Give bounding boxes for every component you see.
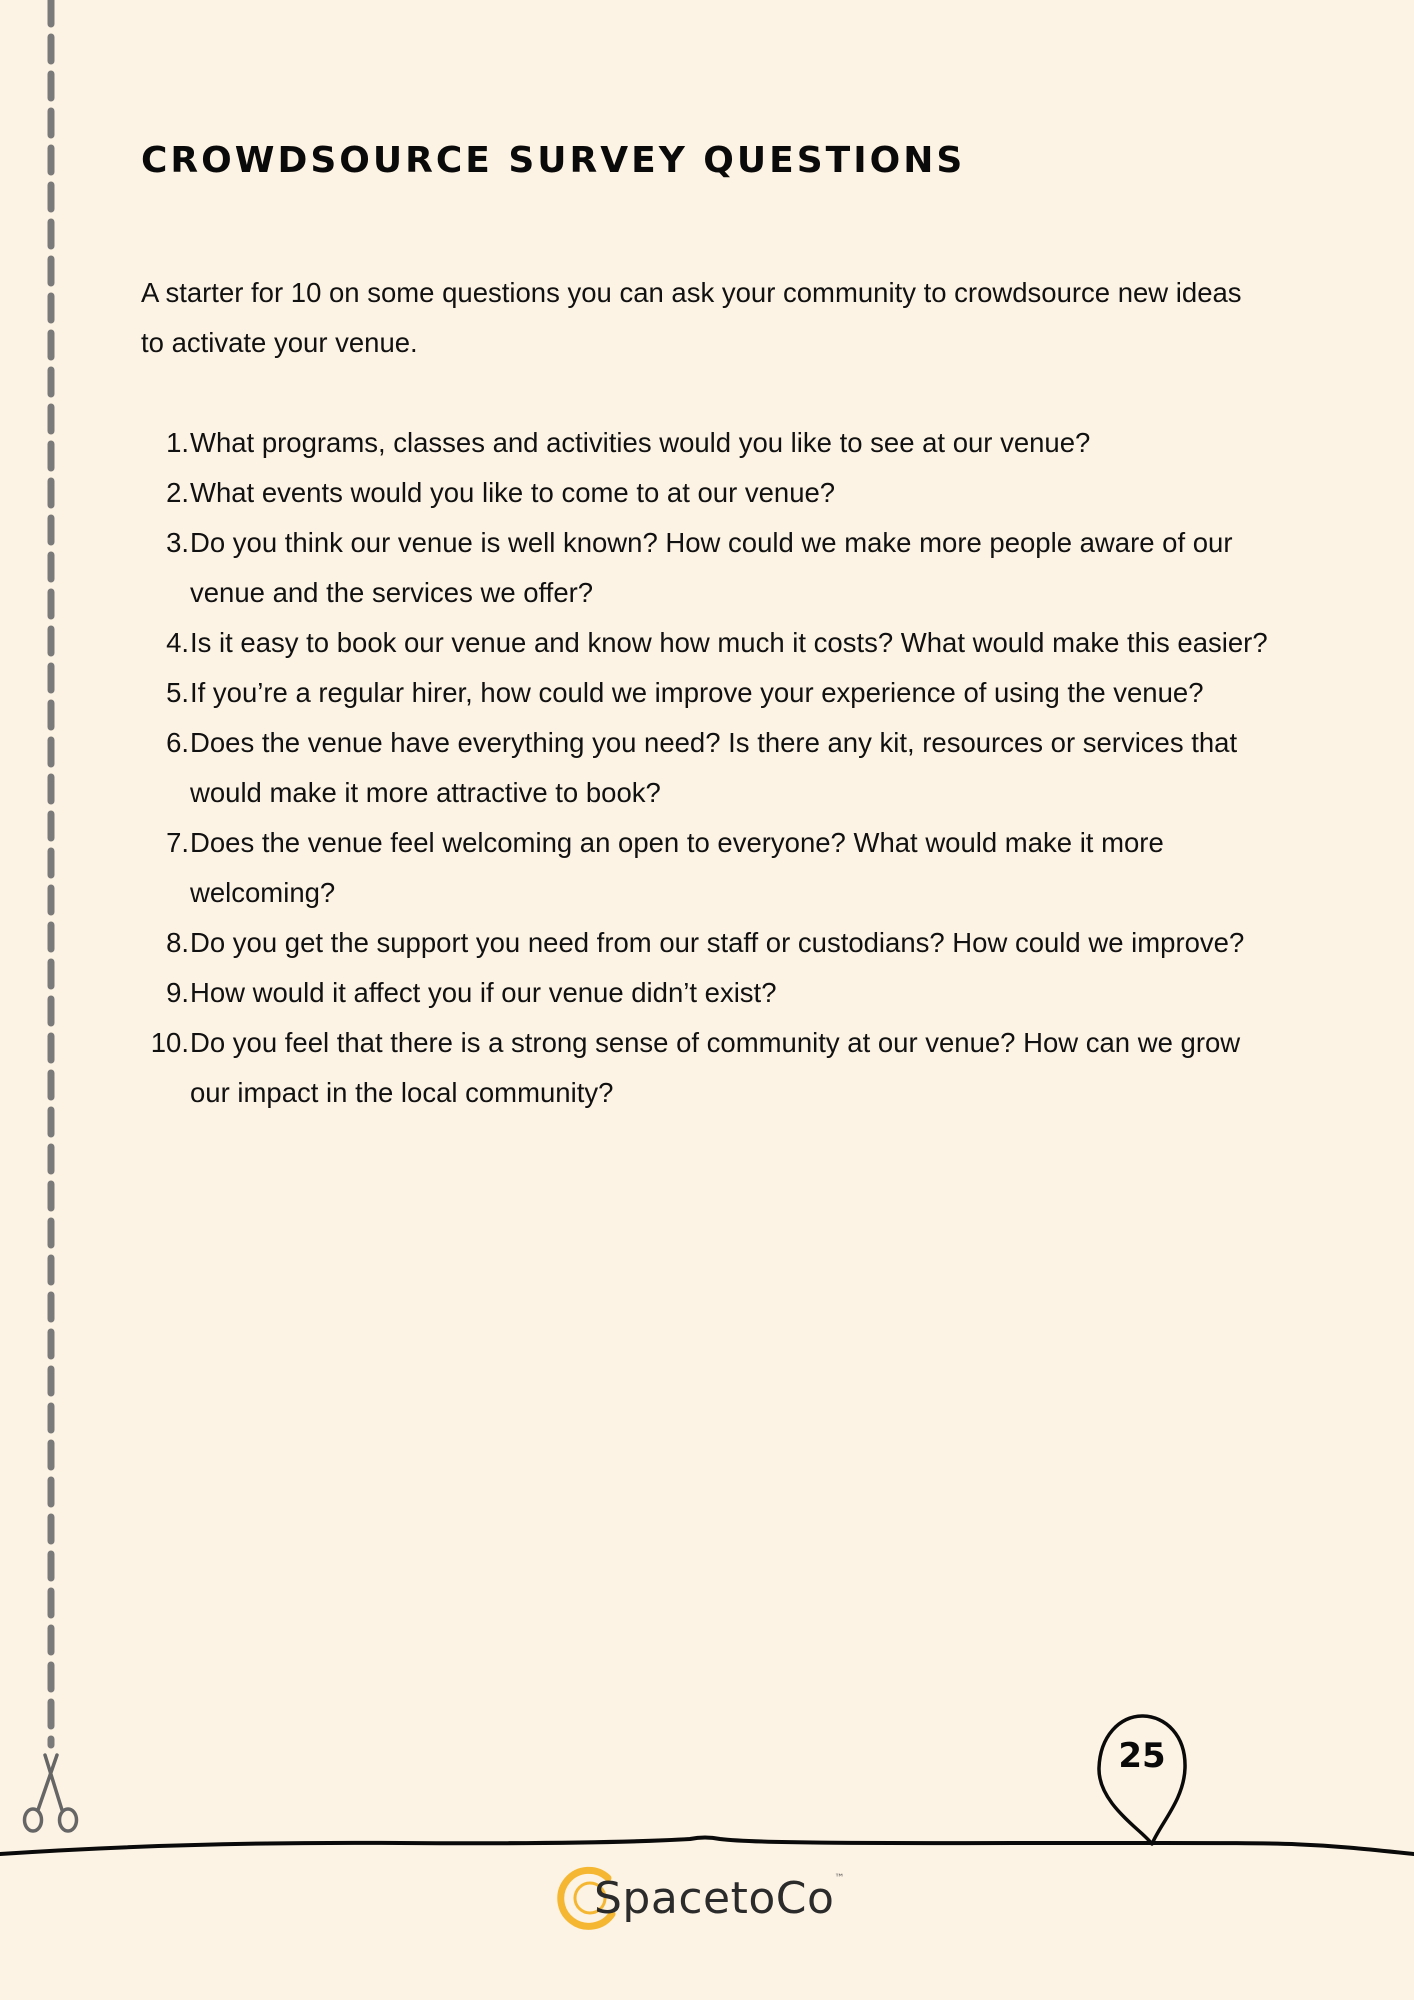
question-text: Do you think our venue is well known? How could we make more people aware of our venue and the services we offer?: [190, 527, 1233, 608]
list-number: 9.: [166, 977, 189, 1008]
question-text: Is it easy to book our venue and know how much it costs? What would make this easier?: [190, 627, 1268, 658]
list-number: 7.: [166, 827, 189, 858]
question-text: Do you get the support you need from our staff or custodians? How could we improve?: [190, 927, 1245, 958]
list-item: [141, 668, 1281, 718]
list-number: 10.: [150, 1027, 189, 1058]
list-number: 3.: [166, 527, 189, 558]
page-title: CROWDSOURCE SURVEY QUESTIONS: [141, 140, 966, 181]
intro-paragraph: A starter for 10 on some questions you can ask your community to crowdsource new ideas to activate your venue.: [141, 277, 1242, 358]
list-number: 8.: [166, 927, 189, 958]
list-number: 2.: [166, 477, 189, 508]
map-pin-icon: [1094, 1712, 1190, 1846]
logo-wordmark: [594, 1873, 845, 1924]
list-item: [141, 818, 1281, 918]
question-text: What programs, classes and activities would you like to see at our venue?: [190, 427, 1091, 458]
list-number: 5.: [166, 677, 189, 708]
page-number: 25: [1118, 1736, 1166, 1776]
question-list: [141, 418, 1281, 1118]
list-number: 6.: [166, 727, 189, 758]
question-text: How would it affect you if our venue didn’t exist?: [190, 977, 777, 1008]
list-item: [141, 1018, 1281, 1118]
list-item: [141, 918, 1281, 968]
question-text: Do you feel that there is a strong sense of community at our venue? How can we grow our impact in the local community?: [190, 1027, 1241, 1108]
list-item: [141, 518, 1281, 618]
list-number: 4.: [166, 627, 189, 658]
logo-wordmark-text: SpacetoCo: [594, 1872, 835, 1924]
list-item: [141, 418, 1281, 468]
list-item: [141, 718, 1281, 818]
question-text: Does the venue have everything you need? Is there any kit, resources or services that would make it more attractive to book?: [190, 727, 1238, 808]
scissors-icon: [0, 0, 100, 1860]
list-number: 1.: [166, 427, 189, 458]
list-item: [141, 968, 1281, 1018]
logo-trademark: ™: [834, 1872, 845, 1884]
list-item: [141, 468, 1281, 518]
question-text: If you’re a regular hirer, how could we improve your experience of using the venue?: [190, 677, 1204, 708]
question-text: What events would you like to come to at our venue?: [190, 477, 836, 508]
list-item: [141, 618, 1281, 668]
question-text: Does the venue feel welcoming an open to everyone? What would make it more welcoming?: [190, 827, 1164, 908]
brand-logo: [556, 1860, 845, 1936]
